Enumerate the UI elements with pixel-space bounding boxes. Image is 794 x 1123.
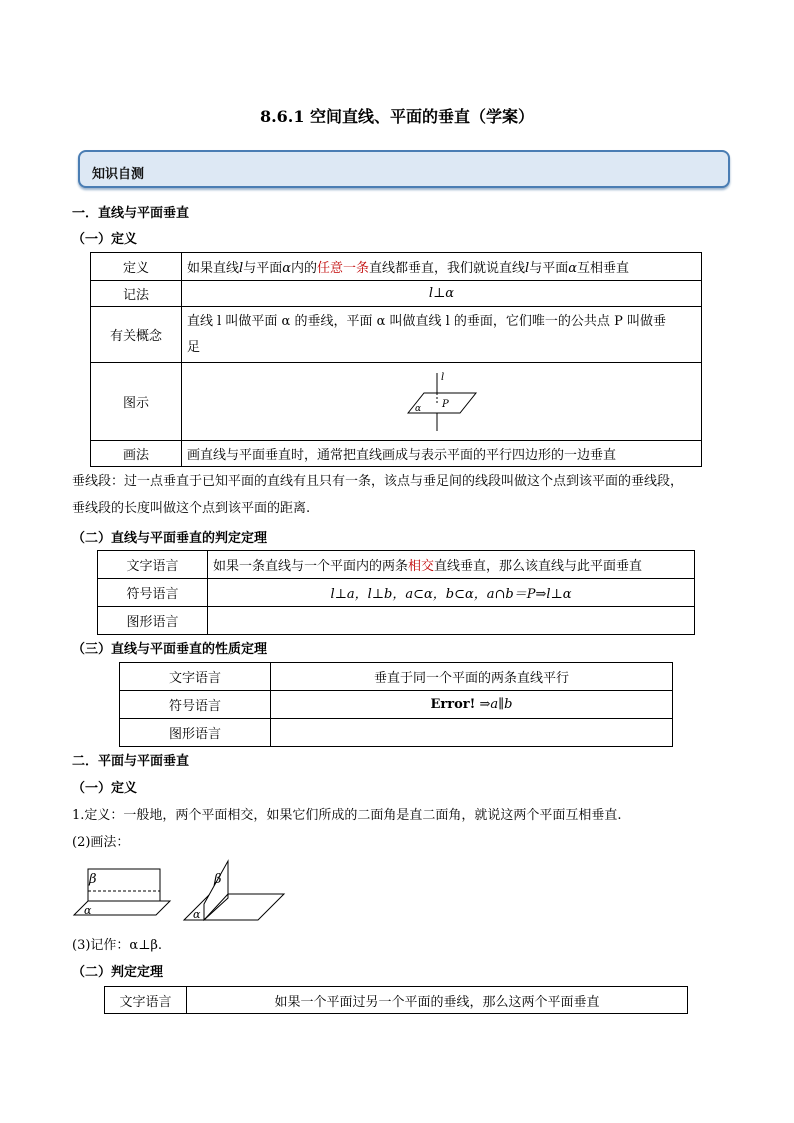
section1-sub3: （三）直线与平面垂直的性质定理 <box>72 642 268 657</box>
row-label: 符号语言 <box>120 691 271 719</box>
row-label: 图示 <box>91 363 182 441</box>
notation-value: l⊥α <box>182 281 702 307</box>
method-text: 画直线与平面垂直时，通常把直线画成与表示平面的平行四边形的一边垂直 <box>182 441 702 467</box>
perpendicular-segment-text-1: 垂线段：过一点垂直于已知平面的直线有且只有一条，该点与垂足间的线段叫做这个点到该平面的垂线段， <box>72 474 684 489</box>
table-row <box>91 363 702 441</box>
fig-label-alpha: α <box>414 403 421 414</box>
section-banner <box>78 150 730 188</box>
row-label: 文字语言 <box>120 663 271 691</box>
fig-label-p: P <box>441 398 449 410</box>
criterion-text: 如果一个平面过另一个平面的垂线，那么这两个平面垂直 <box>187 987 688 1014</box>
table-row <box>91 253 702 281</box>
criterion-table <box>97 550 695 635</box>
plane-definition-text: 1.定义：一般地，两个平面相交，如果它们所成的二面角是直二面角，就说这两个平面互相垂直. <box>72 808 622 823</box>
property-table <box>119 662 673 747</box>
section1-sub1: （一）定义 <box>72 232 138 247</box>
drawing-method-label: (2)画法： <box>72 835 130 850</box>
symbol-text: Error! ⇒a∥b <box>271 691 673 719</box>
table-row <box>91 281 702 307</box>
perpendicular-segment-text-2: 垂线段的长度叫做这个点到该平面的距离. <box>72 501 311 516</box>
table-row <box>120 719 673 747</box>
table-row <box>105 987 688 1014</box>
plane-criterion-table <box>104 986 688 1014</box>
definition-text: 如果直线l与平面α内的任意一条直线都垂直，我们就说直线l与平面α互相垂直 <box>182 253 702 281</box>
row-label: 图形语言 <box>120 719 271 747</box>
table-row <box>120 691 673 719</box>
highlight-text: 相交 <box>408 559 435 574</box>
table-row <box>91 441 702 467</box>
row-label: 文字语言 <box>98 551 208 579</box>
concept-text: 直线 l 叫做平面 α 的垂线，平面 α 叫做直线 l 的垂面，它们唯一的公共点 P 叫做垂 足 <box>182 307 702 363</box>
section2-sub2: （二）判定定理 <box>72 965 164 980</box>
figure-cell <box>182 363 702 441</box>
table-row <box>120 663 673 691</box>
fig-label-l: l <box>440 371 444 383</box>
table-row <box>98 607 695 635</box>
section1-sub2: （二）直线与平面垂直的判定定理 <box>72 531 268 546</box>
symbol-text: l⊥a，l⊥b，a⊂α，b⊂α，a∩b＝P⇒l⊥α <box>208 579 695 607</box>
highlight-text: 任意一条 <box>317 261 370 276</box>
row-label: 文字语言 <box>105 987 187 1014</box>
table-row <box>91 307 702 363</box>
notation-text: (3)记作：α⊥β. <box>72 938 163 953</box>
page-title: 8.6.1 空间直线、平面的垂直（学案） <box>259 107 535 126</box>
fig-label-alpha: α <box>193 908 201 921</box>
fig-label-beta: β <box>89 872 97 887</box>
fig-label-alpha: α <box>84 904 92 917</box>
fig-label-beta: β <box>214 872 222 887</box>
row-label: 定义 <box>91 253 182 281</box>
section1-heading: 一．直线与平面垂直 <box>72 206 190 221</box>
row-label: 符号语言 <box>98 579 208 607</box>
property-text: 垂直于同一个平面的两条直线平行 <box>271 663 673 691</box>
table-row <box>98 551 695 579</box>
figure-cell <box>271 719 673 747</box>
table-row <box>98 579 695 607</box>
section2-sub1: （一）定义 <box>72 781 138 796</box>
row-label: 有关概念 <box>91 307 182 363</box>
figure-cell <box>208 607 695 635</box>
row-label: 画法 <box>91 441 182 467</box>
line-plane-figure <box>392 369 492 435</box>
section2-heading: 二．平面与平面垂直 <box>72 754 190 769</box>
row-label: 记法 <box>91 281 182 307</box>
row-label: 图形语言 <box>98 607 208 635</box>
criterion-text: 如果一条直线与一个平面内的两条相交直线垂直，那么该直线与此平面垂直 <box>208 551 695 579</box>
banner-label: 知识自测 <box>92 167 145 182</box>
plane-perpendicular-figure <box>72 858 292 922</box>
definition-table <box>90 252 702 467</box>
